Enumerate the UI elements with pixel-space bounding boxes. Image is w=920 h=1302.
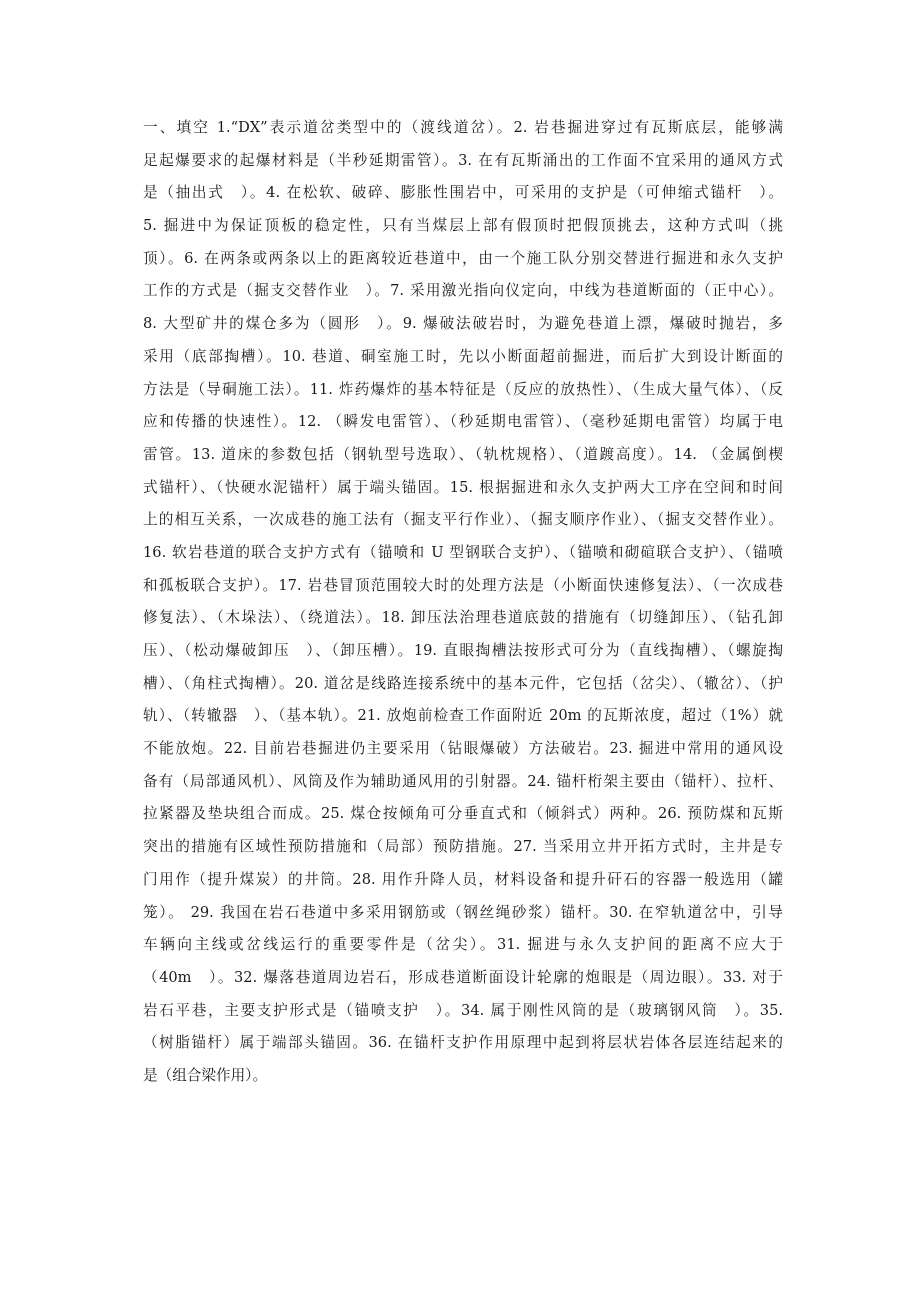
text-line: 应和传播的快速性）。12. （瞬发电雷管）、（秒延期电雷管）、（毫秒延期电雷管）均属于电 — [143, 413, 783, 431]
text-line: 上的相互关系，一次成巷的施工法有（掘支平行作业）、（掘支顺序作业）、（掘支交替作业）。 — [143, 511, 783, 529]
text-line: （树脂锚杆）属于端部头锚固。36. 在锚杆支护作用原理中起到将层状岩体各层连结起来的 — [143, 1034, 783, 1052]
text-line: 笼）。 29. 我国在岩石巷道中多采用钢筋或（钢丝绳砂浆）锚杆。30. 在窄轨道岔中，引导 — [143, 903, 783, 921]
text-line: 工作的方式是（掘支交替作业 ）。7. 采用激光指向仪定向，中线为巷道断面的（正中心）。 — [143, 282, 783, 300]
text-line: 突出的措施有区域性预防措施和（局部）预防措施。27. 当采用立井开拓方式时，主井是专 — [143, 838, 783, 856]
text-line: 一、填空 1.“DX”表示道岔类型中的（渡线道岔）。2. 岩巷掘进穿过有瓦斯底层，能够满 — [143, 119, 783, 136]
text-line: 车辆向主线或岔线运行的重要零件是（岔尖）。31. 掘进与永久支护间的距离不应大于 — [143, 936, 783, 954]
text-line: 和孤板联合支护）。17. 岩巷冒顶范围较大时的处理方法是（小断面快速修复法）、（一次成巷 — [143, 576, 783, 594]
text-line: 顶）。6. 在两条或两条以上的距离较近巷道中，由一个施工队分别交替进行掘进和永久支护 — [143, 249, 783, 267]
text-line: 拉紧器及垫块组合而成。25. 煤仓按倾角可分垂直式和（倾斜式）两种。26. 预防煤和瓦斯 — [143, 805, 783, 823]
text-line: 16. 软岩巷道的联合支护方式有（锚喷和 U 型钢联合支护）、（锚喷和砌碹联合支护）、（锚喷 — [143, 543, 783, 561]
text-line: 是（抽出式 ）。4. 在松软、破碎、膨胀性围岩中，可采用的支护是（可伸缩式锚杆 ）。 — [143, 184, 783, 202]
text-line: 备有（局部通风机）、风筒及作为辅助通风用的引射器。24. 锚杆桁架主要由（锚杆）、拉杆、 — [143, 772, 783, 790]
text-line: 式锚杆）、（快硬水泥锚杆）属于端头锚固。15. 根据掘进和永久支护两大工序在空间和时间 — [143, 478, 783, 496]
text-line: 不能放炮。22. 目前岩巷掘进仍主要采用（钻眼爆破）方法破岩。23. 掘进中常用的通风设 — [143, 740, 783, 758]
text-line: 修复法）、（木垛法）、（绕道法）。18. 卸压法治理巷道底鼓的措施有（切缝卸压）、（钻孔卸 — [143, 609, 783, 627]
text-line: 足起爆要求的起爆材料是（半秒延期雷管）。3. 在有瓦斯涌出的工作面不宜采用的通风方式 — [143, 151, 783, 169]
text-line: 5. 掘进中为保证顶板的稳定性，只有当煤层上部有假顶时把假顶挑去，这种方式叫（挑 — [143, 217, 783, 235]
text-line: 是（组合梁作用）。 — [143, 1066, 268, 1084]
text-line: 门用作（提升煤炭）的井筒。28. 用作升降人员，材料设备和提升矸石的容器一般选用（罐 — [143, 870, 783, 888]
text-line: 8. 大型矿井的煤仓多为（圆形 ）。9. 爆破法破岩时，为避免巷道上漂，爆破时抛岩，多 — [143, 315, 783, 333]
text-line: 方法是（导硐施工法）。11. 炸药爆炸的基本特征是（反应的放热性）、（生成大量气体）、（反 — [143, 380, 783, 398]
text-line: 雷管。13. 道床的参数包括（钢轨型号选取）、（轨枕规格）、（道踱高度）。14. （金属倒楔 — [143, 445, 783, 463]
text-line: 压）、（松动爆破卸压 ）、（卸压槽）。19. 直眼掏槽法按形式可分为（直线掏槽）、（螺旋掏 — [143, 642, 783, 659]
text-line: 采用（底部掏槽）。10. 巷道、硐室施工时，先以小断面超前掘进，而后扩大到设计断面的 — [143, 347, 783, 365]
text-line: 轨）、（转辙器 ）、（基本轨）。21. 放炮前检查工作面附近 20m 的瓦斯浓度，超过（1%）就 — [143, 707, 783, 725]
document-body — [143, 112, 783, 1093]
text-line: 槽）、（角柱式掏槽）。20. 道岔是线路连接系统中的基本元件，它包括（岔尖）、（辙岔）、（护 — [143, 674, 783, 692]
text-line: （40m ）。32. 爆落巷道周边岩石，形成巷道断面设计轮廓的炮眼是（周边眼）。33. 对于 — [143, 968, 783, 986]
text-line: 岩石平巷，主要支护形式是（锚喷支护 ）。34. 属于刚性风筒的是（玻璃钢风筒 ）。35. — [143, 1001, 783, 1019]
